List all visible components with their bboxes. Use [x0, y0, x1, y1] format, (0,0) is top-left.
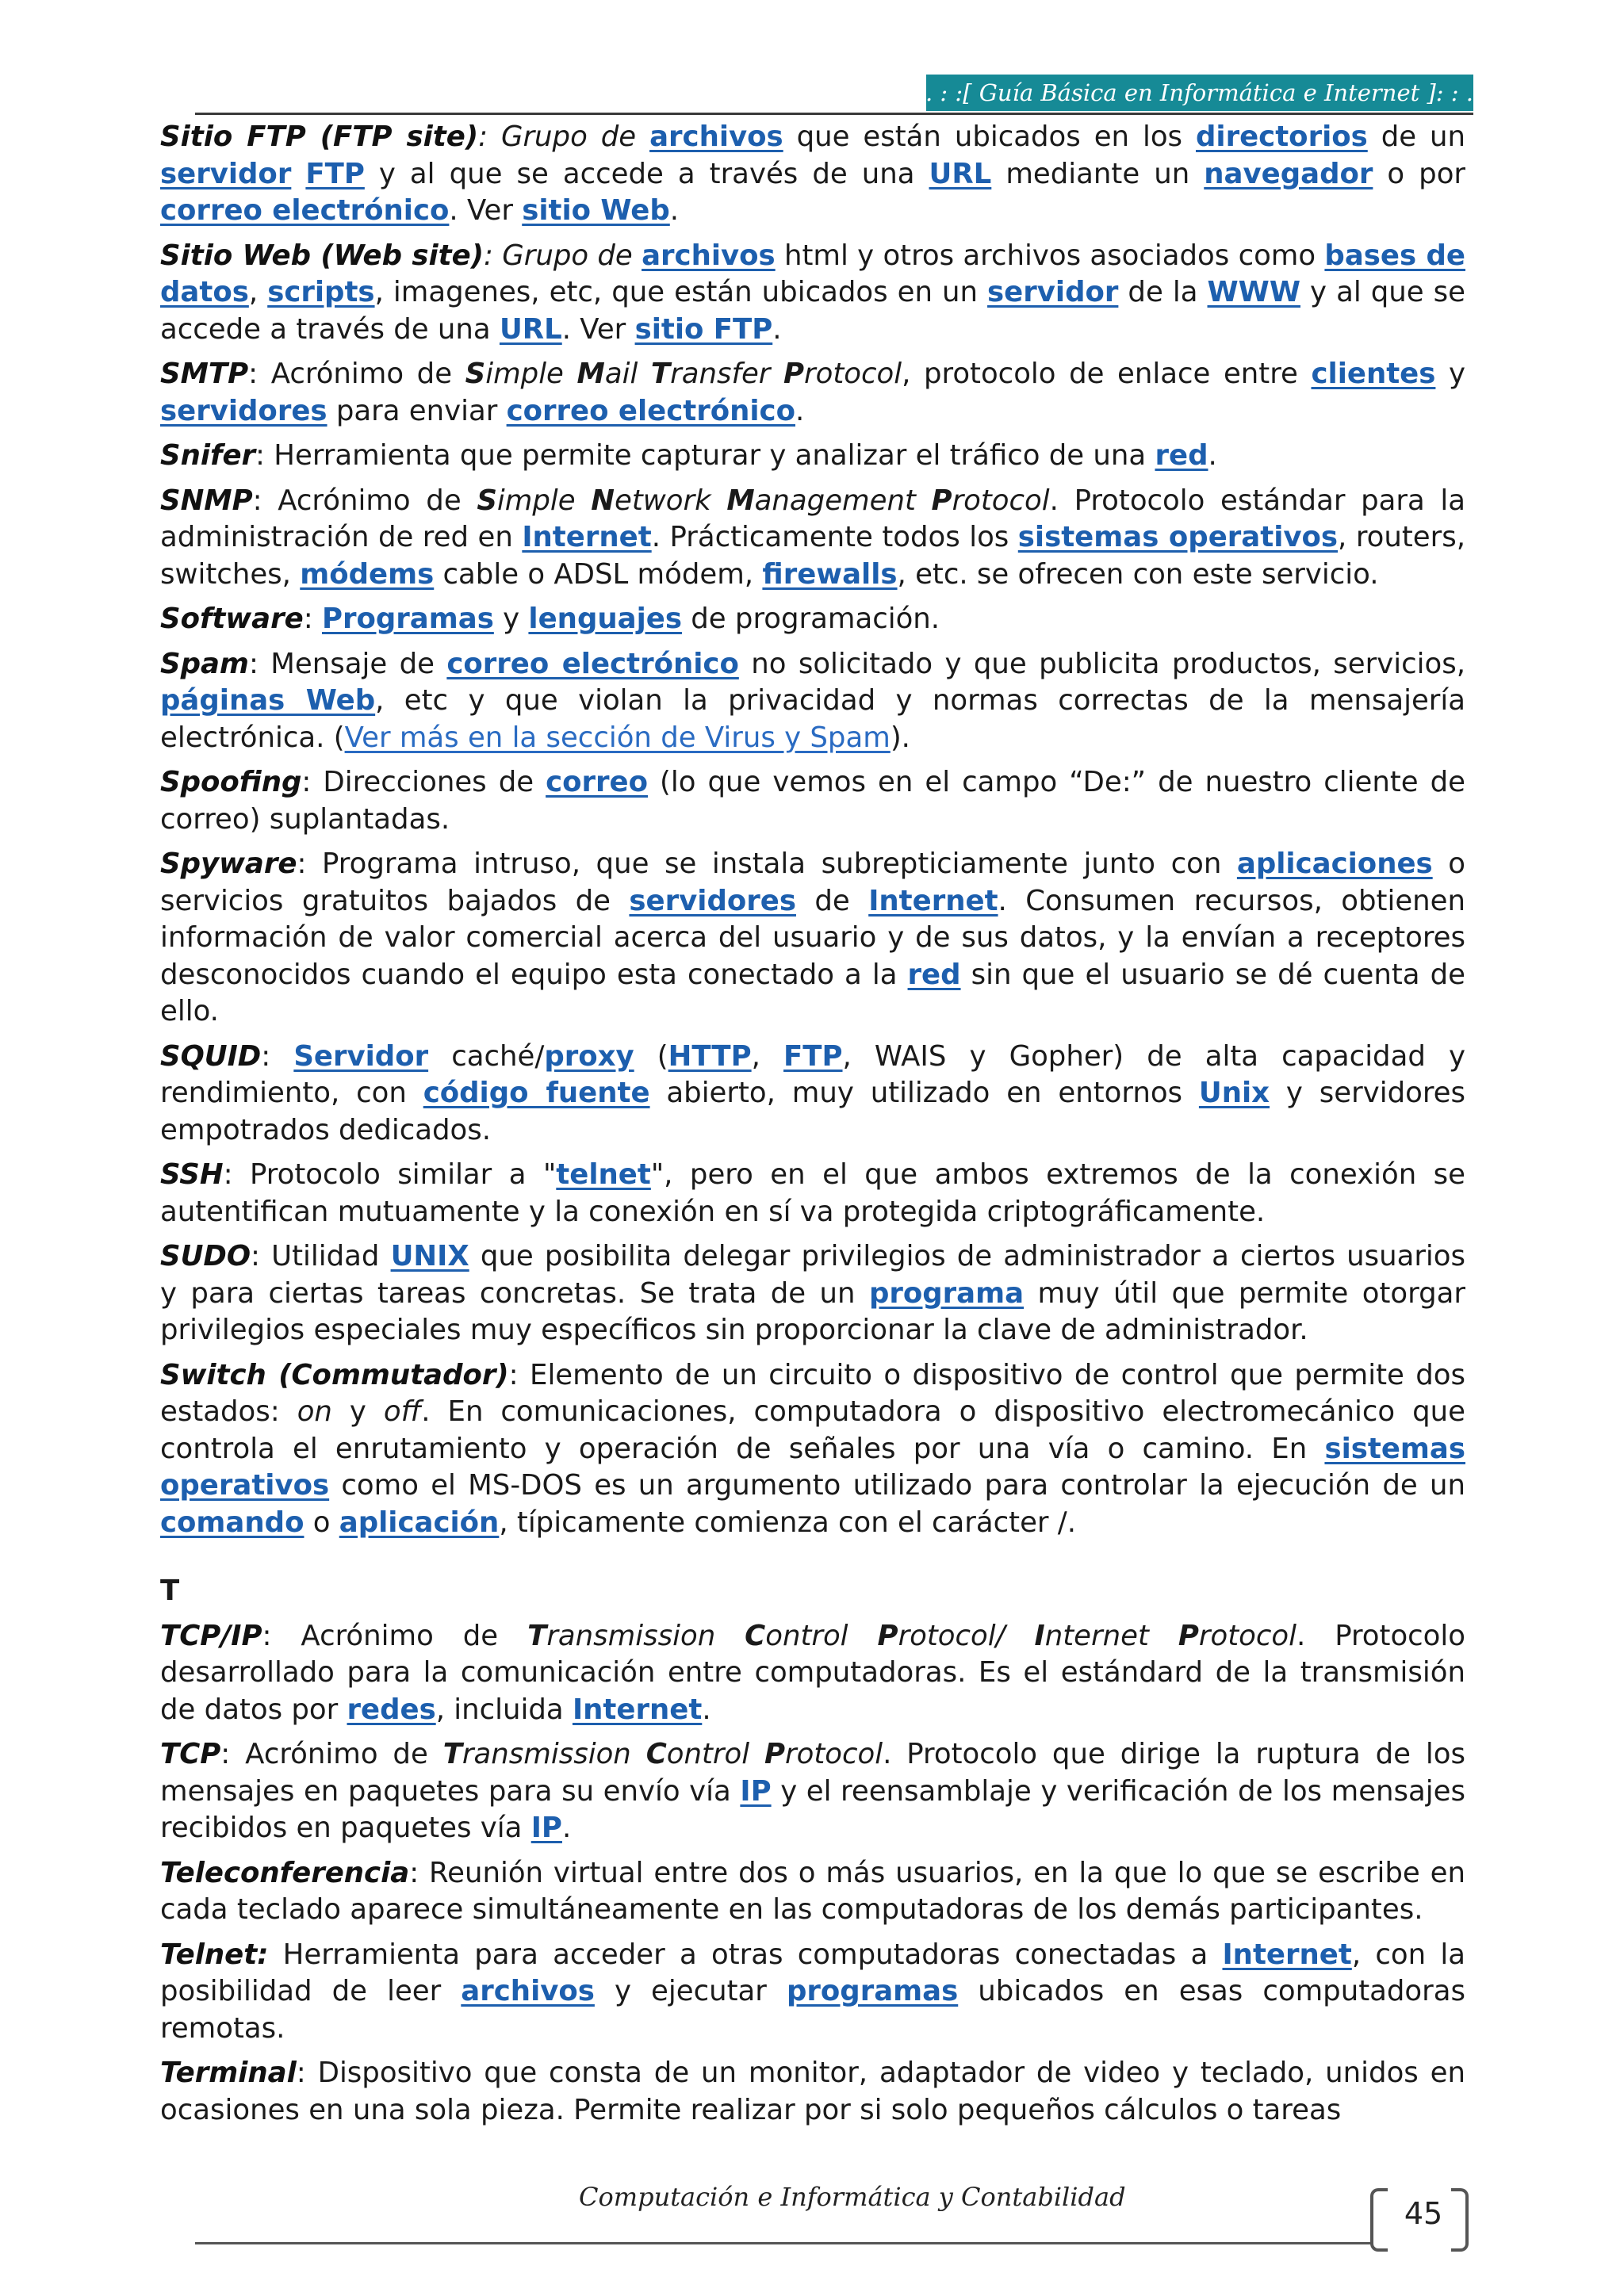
- entry-sudo: SUDO: Utilidad UNIX que posibilita delegar privilegios de administrador a ciertos usuarios y para ciertas tareas concretas. Se trata de un programa muy útil que permite otorgar privilegios especiales muy específicos sin proporcionar la clave de administrador.: [160, 1240, 1466, 1346]
- entry-term: Snifer: [160, 439, 256, 472]
- entry-terminal: Terminal: Dispositivo que consta de un monitor, adaptador de video y teclado, unidos en ocasiones en una sola pieza. Permite realizar por si solo pequeños cálculos o tareas: [160, 2057, 1465, 2126]
- page-number: 45: [1404, 2196, 1443, 2231]
- entry-term: Spyware: [160, 848, 297, 880]
- link-scripts[interactable]: scripts: [267, 276, 375, 308]
- entry-term: TCP: [160, 1738, 221, 1770]
- link-firewalls[interactable]: firewalls: [762, 557, 898, 591]
- link-url[interactable]: URL: [929, 157, 992, 190]
- link-url[interactable]: URL: [499, 312, 562, 346]
- link-servidor[interactable]: servidor: [987, 276, 1119, 308]
- header-rule: [195, 113, 1473, 115]
- link-sitio-web[interactable]: sitio Web: [522, 194, 670, 227]
- link-telnet[interactable]: telnet: [556, 1158, 651, 1191]
- link-archivos[interactable]: archivos: [461, 1975, 595, 2007]
- link-internet[interactable]: Internet: [572, 1693, 703, 1726]
- glossary-content: [160, 119, 1465, 2137]
- link-sistemas-operativos[interactable]: sistemas operativos: [1017, 521, 1339, 553]
- footer-rule: [195, 2242, 1372, 2244]
- link-programas[interactable]: Programas: [321, 603, 494, 635]
- entry-snifer: Snifer: Herramienta que permite capturar y analizar el tráfico de una red.: [160, 439, 1217, 472]
- link-correo[interactable]: correo: [546, 766, 649, 798]
- entry-smtp: SMTP: Acrónimo de Simple Mail Transfer Protocol, protocolo de enlace entre clientes y servidores para enviar correo electrónico.: [160, 358, 1466, 427]
- entry-tcp: TCP: Acrónimo de Transmission Control Protocol. Protocolo que dirige la ruptura de los mensajes en paquetes para su envío vía IP y el reensamblaje y verificación de los mensajes recibidos en paquetes vía IP.: [160, 1738, 1466, 1844]
- entry-teleconferencia: Teleconferencia: Reunión virtual entre dos o más usuarios, en la que lo que se escribe en cada teclado aparece simultáneamente en las computadoras de los demás participantes.: [160, 1856, 1465, 1926]
- entry-switch: Switch (Commutador): Elemento de un circuito o dispositivo de control que permite dos estados: on y off. En comunicaciones, computadora o dispositivo electromecánico que controla el enrutamiento y operación de señales por una vía o camino. En sistemas operativos como el MS-DOS es un argumento utilizado para controlar la ejecución de un comando o aplicación, típicamente comienza con el carácter /.: [160, 1358, 1466, 1539]
- entry-spyware: Spyware: Programa intruso, que se instala subrepticiamente junto con aplicaciones o servicios gratuitos bajados de servidores de Internet. Consumen recursos, obtienen información de valor comercial acerca del usuario y de sus datos, y la envían a receptores desconocidos cuando el equipo esta conectado a la red sin que el usuario se dé cuenta de ello.: [160, 848, 1465, 1027]
- link-clientes[interactable]: clientes: [1311, 358, 1436, 390]
- entry-software: Software: Programas y lenguajes de programación.: [160, 603, 940, 635]
- link-programa[interactable]: programa: [868, 1276, 1025, 1310]
- entry-term: Sitio FTP (FTP site): [160, 121, 479, 153]
- link-programas[interactable]: programas: [786, 1975, 959, 2007]
- link-codigo-fuente[interactable]: código fuente: [423, 1077, 650, 1109]
- link-modems[interactable]: módems: [300, 557, 435, 591]
- entry-spam: Spam: Mensaje de correo electrónico no solicitado y que publicita productos, servicios, páginas Web, etc y que violan la privacidad y normas correctas de la mensajería electrónica. (Ver más en la sección de Virus y Spam).: [160, 647, 1465, 754]
- entry-ftp-site: Sitio FTP (FTP site): Grupo de archivos que están ubicados en los directorios de un servidor FTP y al que se accede a través de una URL mediante un navegador o por correo electrónico. Ver sitio Web.: [160, 121, 1466, 227]
- link-redes[interactable]: redes: [347, 1693, 436, 1726]
- link-www[interactable]: WWW: [1207, 276, 1300, 308]
- link-servidores[interactable]: servidores: [629, 884, 796, 917]
- entry-spoofing: Spoofing: Direcciones de correo (lo que vemos en el campo “De:” de nuestro cliente de correo) suplantadas.: [160, 766, 1466, 836]
- link-internet[interactable]: Internet: [522, 521, 652, 553]
- entry-term: Spam: [160, 647, 249, 680]
- link-navegador[interactable]: navegador: [1204, 157, 1373, 190]
- entry-term: SUDO: [160, 1240, 251, 1272]
- link-directorios[interactable]: directorios: [1196, 121, 1368, 153]
- entry-term: SMTP: [160, 358, 249, 390]
- link-aplicacion[interactable]: aplicación: [339, 1506, 500, 1539]
- link-servidores[interactable]: servidores: [160, 394, 327, 427]
- entry-telnet: Telnet: Herramienta para acceder a otras computadoras conectadas a Internet, con la posibilidad de leer archivos y ejecutar programas ubicados en esas computadoras remotas.: [160, 1938, 1465, 2045]
- link-archivos[interactable]: archivos: [649, 121, 783, 153]
- footer-text: Computación e Informática y Contabilidad: [579, 2182, 1126, 2212]
- link-virus-spam-section[interactable]: Ver más en la sección de Virus y Spam: [344, 721, 891, 754]
- link-proxy[interactable]: proxy: [544, 1039, 634, 1073]
- link-bases-de-datos[interactable]: bases de datos: [160, 239, 1465, 308]
- link-internet[interactable]: Internet: [1222, 1938, 1352, 1971]
- link-red[interactable]: red: [1155, 439, 1208, 472]
- section-letter: T: [160, 1575, 180, 1607]
- link-sistemas-operativos[interactable]: sistemas operativos: [160, 1432, 1465, 1502]
- entry-term: SSH: [160, 1158, 224, 1191]
- link-correo-electronico[interactable]: correo electrónico: [160, 194, 450, 227]
- link-servidor[interactable]: Servidor: [293, 1039, 429, 1073]
- entry-term: Sitio Web (Web site): [160, 239, 484, 272]
- entry-term: Software: [160, 603, 304, 635]
- link-aplicaciones[interactable]: aplicaciones: [1236, 848, 1433, 880]
- link-comando[interactable]: comando: [160, 1506, 304, 1539]
- entry-ssh: SSH: Protocolo similar a "telnet", pero en el que ambos extremos de la conexión se autentifican mutuamente y la conexión en sí va protegida criptográficamente.: [160, 1158, 1465, 1228]
- entry-term: Teleconferencia: [160, 1856, 410, 1889]
- entry-term: Switch (Commutador): [160, 1358, 509, 1391]
- link-paginas-web[interactable]: páginas Web: [160, 684, 376, 717]
- link-unix[interactable]: Unix: [1198, 1077, 1270, 1109]
- link-http[interactable]: HTTP: [668, 1039, 752, 1073]
- link-red[interactable]: red: [907, 958, 961, 991]
- entry-term: SNMP: [160, 484, 253, 517]
- link-ip[interactable]: IP: [530, 1812, 562, 1844]
- entry-tcpip: TCP/IP: Acrónimo de Transmission Control Protocol/ Internet Protocol. Protocolo desarrollado para la comunicación entre computadoras. Es el estándard de la transmisión de datos por redes, incluida Internet.: [160, 1619, 1465, 1726]
- entry-term: Telnet:: [160, 1938, 269, 1971]
- entry-term: Terminal: [160, 2057, 297, 2089]
- link-correo-electronico[interactable]: correo electrónico: [446, 647, 739, 680]
- link-ftp[interactable]: FTP: [305, 157, 365, 190]
- link-lenguajes[interactable]: lenguajes: [528, 603, 682, 635]
- link-servidor[interactable]: servidor: [160, 157, 292, 190]
- link-internet[interactable]: Internet: [868, 884, 998, 917]
- link-archivos[interactable]: archivos: [642, 239, 776, 272]
- link-unix[interactable]: UNIX: [390, 1240, 469, 1272]
- entry-web-site: Sitio Web (Web site): Grupo de archivos html y otros archivos asociados como bases de datos, scripts, imagenes, etc, que están ubicados en un servidor de la WWW y al que se accede a través de una URL. Ver sitio FTP.: [160, 239, 1465, 346]
- page-bracket-left: [1370, 2188, 1388, 2252]
- entry-snmp: SNMP: Acrónimo de Simple Network Management Protocol. Protocolo estándar para la administración de red en Internet. Prácticamente todos los sistemas operativos, routers, switches, módems cable o ADSL módem, firewalls, etc. se ofrecen con este servicio.: [160, 484, 1465, 591]
- link-correo-electronico[interactable]: correo electrónico: [506, 394, 795, 427]
- entry-term: TCP/IP: [160, 1619, 262, 1652]
- link-sitio-ftp[interactable]: sitio FTP: [634, 312, 773, 346]
- page-bracket-right: [1451, 2188, 1469, 2252]
- entry-term: Spoofing: [160, 766, 302, 798]
- header-title: . : :[ Guía Básica en Informática e Internet ]: : .: [925, 79, 1473, 106]
- link-ip[interactable]: IP: [740, 1774, 772, 1808]
- entry-squid: SQUID: Servidor caché/proxy (HTTP, FTP, WAIS y Gopher) de alta capacidad y rendimiento, con código fuente abierto, muy utilizado en entornos Unix y servidores empotrados dedicados.: [160, 1039, 1465, 1146]
- entry-term: SQUID: [160, 1039, 262, 1073]
- link-ftp[interactable]: FTP: [783, 1039, 843, 1073]
